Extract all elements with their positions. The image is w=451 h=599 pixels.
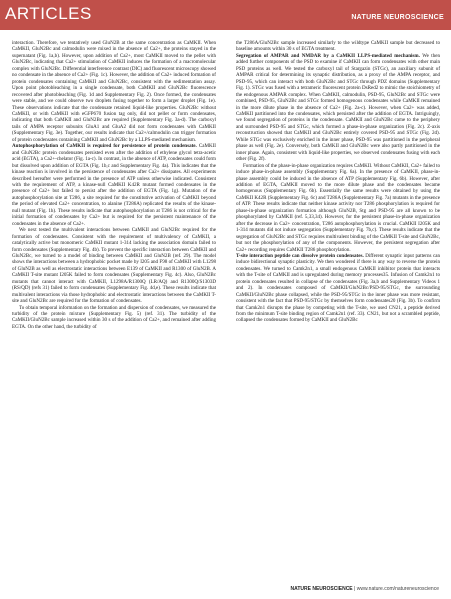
footer-journal: NATURE NEUROSCIENCE	[290, 586, 353, 592]
footer-link[interactable]: | www.nature.com/natureneuroscience	[354, 586, 439, 592]
right-column	[236, 40, 440, 324]
journal-name: NATURE NEUROSCIENCE	[351, 14, 444, 21]
paragraph	[12, 305, 216, 331]
section-heading: Segregation of AMPAR and NMDAR by a CaMKII LLPS-mediated mechanism.	[236, 52, 420, 59]
section-heading: T-site interaction peptide can dissolve protein condensates.	[236, 252, 364, 259]
paragraph-text: Formation of the phase-in-phase organization requires CaMKII. Without CaMKII, Ca2+ failed to induce phase-in-phase assembly (Supplementary Fig. 6a). In the presence of CaMKII, phase-in-phase assembly could be induced in the absence of ATP (Supplementary Fig. 6b). However, after addition of EGTA, CaMKII moved to the more dilute phase and the condensates became homogenous (Supplementary Fig. 6b). Essentially the same results were obtained by using the CaMKII K42R (Supplementary Fig. 6c) and T286A (Supplementary Fig. 7a) mutants in the presence of ATP. These results indicate that neither kinase activity nor T286 phosphorylation is required for phase-in-phase organization formation although GluN2B, Stg and PSD-95 are all known to be phosphorylated by CaMKII (ref. 5,33,34). However, for the persistent phase-in-phase organization after the decrease in Ca2+ concentration, T286 autophosphorylation is crucial. CaMKII I205K and 1-314 mutants did not induce segregation (Supplementary Fig. 7b,c). These results indicate that the segregation of GluN2Bc and STGc requires multivalent binding of the CaMKII T-site and GluN2Bc, but not the phosphorylation of any of the components. However, the persistent segregation after Ca2+ recording requires CaMKII T286 phosphorylation.	[236, 162, 440, 253]
paragraph-text: We then added further components of the PSD to examine if CaMKII can form condensates with other main PSD proteins as well. We tested the carboxyl tail of Stargazin (STGc), an auxiliary subunit of AMPAR critical for determining its synaptic distribution, as a proxy of the AMPA receptor, and PSD-95, which can interact with both GluN2Bc and STGc through PDZ domains (Supplementary Fig. 1). STGc was fused with a tetrameric fluorescent protein DsRed2 to mimic the stoichiometry of the endogenous AMPAR complex. When CaMKII, calmodulin, PSD-95, GluN2Bc and STGc were combined, PSD-95, GluN2Bc and STGc formed homogenous condensates while CaMKII remained in the more dilute phase in the absence of Ca2+ (Fig. 2a-c). However, when Ca2+ was added, CaMKII partitioned into the condensates, which persisted after the addition of EGTA. Intriguingly, we found segregation of proteins in the condensate. CaMKII and GluN2Bc came to the periphery and surrounded PSD-95 and STGc, which formed a phase-in-phase organization (Fig. 2c). Z-axis reconstruction showed that CaMKII and GluN2Bc entirely covered PSD-95 and STGc (Fig. 2d). While STGc was exclusively enriched in the inner phase, PSD-95 was partitioned in the peripheral phase as well (Fig. 2e). Conversely, both CaMKII and GluN2Bc were also partly partitioned in the inner phase. Again, consistent with liquid-like properties, we observed condensates fusing with each other (Fig. 2f).	[236, 52, 440, 163]
paragraph-text: To obtain temporal information on the formation and dispersion of condensates, we measured the turbidity of the protein mixture (Supplementary Fig. 5) (ref. 31). The turbidity of the CaMKII/GluN2Bc sample increased within 30 s of the addition of Ca2+, and remained after adding EGTA. On the other hand, the turbidity of	[12, 304, 216, 330]
paragraph-text: CaMKII and GluN2Bc protein condensates persisted even after the addition of ethylene glycol tetra-acetic acid (EGTA), a Ca2+-chelator (Fig. 1a-c). In contrast, in the absence of ATP, condensates could form but dissolved upon addition of EGTA (Fig. 1b,c and Supplementary Fig. 4a). This indicates that the kinase reaction is involved in the persistence of condensates after Ca2+ dissipates. All experiments described hereafter were performed in the presence of ATP unless otherwise indicated. Consistent with the requirement of ATP, a kinase-null CaMKII K42R mutant formed condensates in the presence of Ca2+ but failed to persist after the addition of EGTA (Fig. 1g). Mutation of the autophosphorylation site at T286, a site required for the constitutive activation of CaMKII beyond the period of elevated Ca2+ concentration, to alanine (T286A) replicated the results of the kinase-null mutant (Fig. 1h). These results indicate that autophosphorylation at T286 is not critical for the initial formation of condensates by Ca2+ but is required for the persistent maintenance of the condensates in the absence of Ca2+.	[12, 143, 216, 227]
section-label: ARTICLES	[5, 4, 92, 23]
section-heading: Autophosphorylation of CaMKII is required for persistence of protein condensate.	[12, 143, 197, 150]
paragraph-text: We next tested the multivalent interactions between CaMKII and GluN2Bc required for the formation of condensates. Consistent with the requirement of multivalency of CaMKII, a catalytically active but monomeric CaMKII mutant 1-314 lacking the association domain failed to form condensates (Supplementary Fig. 4b). To prevent the specific interaction between CaMKII and GluN2Bc, we turned to a model of binding between CaMKII and GluN2B (ref. 29). The model shows the interactions between a hydrophobic pocket made by I205 and F98 of CaMKII with L1298 of GluN2B as well as electrostatic interactions between E139 of CaMKII and R1300 of GluN2B. A CaMKII T-site mutant I205K failed to form condensates (Supplementary Fig. 4c). Also, GluN2Bc mutants that cannot interact with CaMKII, L1298A/R1300Q (LR/AQ) and R1300Q/S1303D (RS/QD) (refs 31) failed to form condensates (Supplementary Fig. 4d,e). These results indicate that multivalent interactions via those hydrophobic and electrostatic interactions between the CaMKII T-site and GluN2Bc are required for the formation of condensates.	[12, 227, 216, 305]
paragraph-text: Different synaptic input patterns can induce bidirectional synaptic plasticity. We then wondered if there is any way to reverse the protein condensates. We turned to Camk2n1, a small endogenous CaMKII inhibitor protein that interacts with the T-site of CaMKII and is upregulated during memory processes35. Infusion of Camk2n1 to protein condensates resulted in collapse of the condensates (Fig. 3a,b and Supplementary Videos 1 and 2). In condensates composed of CaMKII/GluN2Bc/PSD-95/STGc, the surrounding CaMKII/GluN2Bc phase collapsed, while the PSD-95/STGc in the inner phase was more resistant, consistent with the fact that PSD-95/STGc by themselves form condensates20 (Fig. 3b). To confirm that Camk2n1 disrupts the phase by competing with the T-site, we used CN21, a peptide derived from the minimum T-site binding region of Camk2n1 (ref. 33). CN21, but not a scrambled peptide, collapsed the condensates formed by CaMKII and GluN2Bc	[236, 252, 440, 324]
paragraph	[236, 40, 440, 53]
paragraph	[236, 253, 440, 324]
paragraph-text: interaction. Therefore, we tentatively used GluN2B at the same concentration as CaMKII. When CaMKII, GluN2Bc and calmodulin were mixed in the absence of Ca2+, the proteins stayed in the supernatant (Fig. 1a,b). However, upon addition of Ca2+, most CaMKII moved to the pellet with GluN2Bc, indicating that Ca2+ stimulation of CaMKII induces the formation of a macromolecular complex with GluN2Bc. Differential interference contrast (DIC) and fluorescent microscopy showed no condensate in the absence of Ca2+ (Fig. 1c). However, the addition of Ca2+ induced formation of protein condensates containing CaMKII and GluN2Bc, consistent with the sedimentation assay. Upon point photobleaching in a single condensate, both CaMKII and GluN2Bc fluorescence recovered after photobleaching (Fig. 1d and Supplementary Fig. 2). Once formed, the condensates were stable, and we could observe two droplets fusing together to form a larger droplet (Fig. 1e). These observations indicate that the condensate retained liquid-like properties. GluN2Bc without CaMKII, or with CaMKII with eGFP670 fusion tag only, did not pellet or form condensates, indicating that both CaMKII and GluN2Bc are required (Supplementary Fig. 3a-d). The carboxyl tails of AMPA receptor subunits GluA1 and GluA2 did not form condensates with CaMKII (Supplementary Fig. 3e). Together, our results indicate that Ca2+/calmodulin can trigger formation of protein condensates containing CaMKII and GluN2Bc by a LLPS-mediated mechanism.	[12, 40, 216, 143]
header-bar	[0, 0, 451, 30]
paragraph	[12, 227, 216, 304]
paragraph	[12, 143, 216, 227]
paragraph	[236, 163, 440, 253]
paragraph-text: the T286A/GluN2Bc sample increased similarly to the wildtype CaMKII sample but decreased to baseline amounts within 30 s of EGTA treatment.	[236, 40, 440, 53]
paragraph	[12, 40, 216, 143]
page-footer	[291, 586, 440, 592]
left-column	[12, 40, 216, 330]
paragraph	[236, 53, 440, 163]
